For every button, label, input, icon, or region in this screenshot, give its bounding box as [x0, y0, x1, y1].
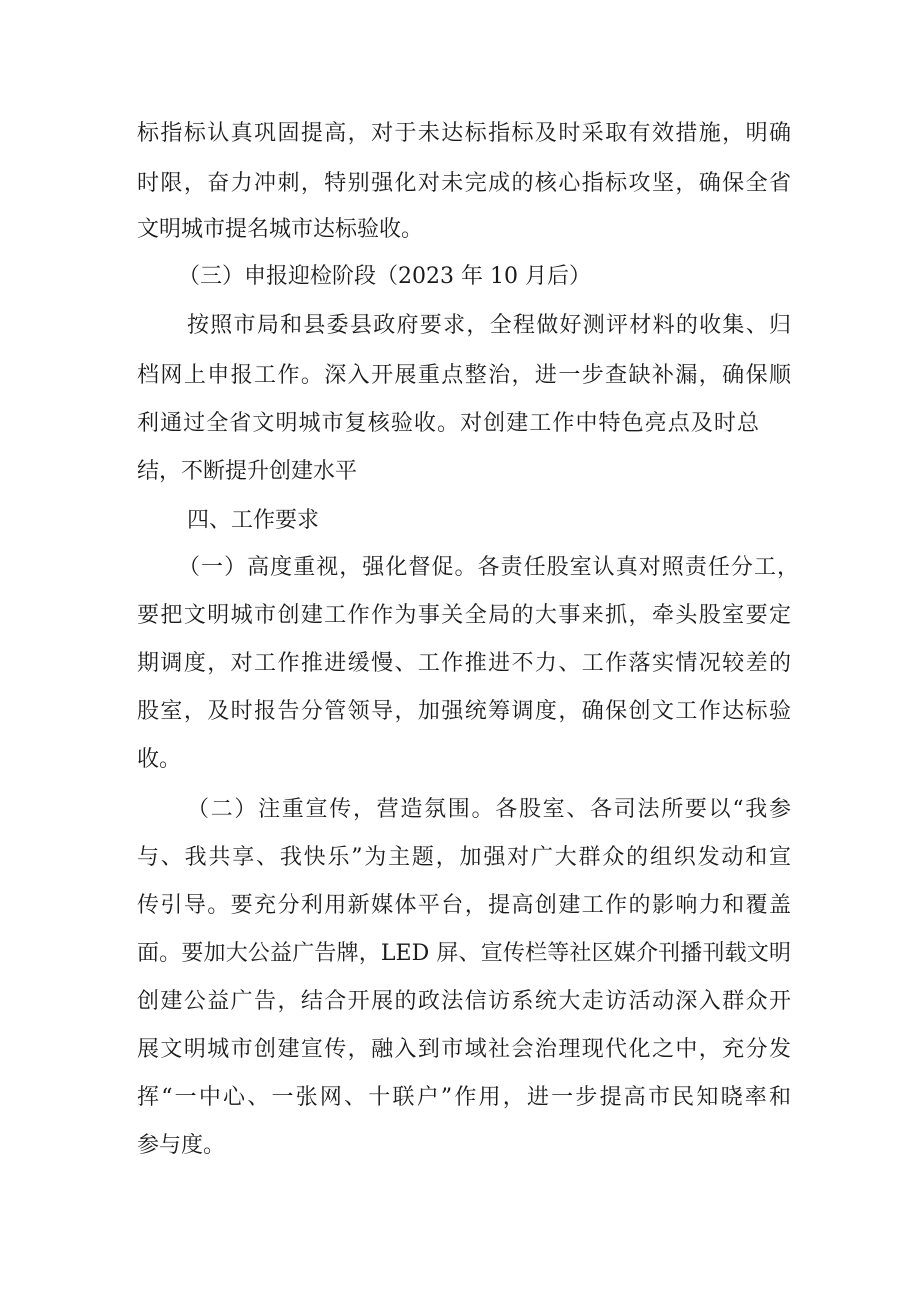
- text-line: [0, 306, 920, 346]
- text-line: [0, 1078, 920, 1118]
- line-text: 参与度。: [137, 1133, 226, 1158]
- line-text: 与、我共享、我快乐”为主题，加强对广大群众的组织发动和宣: [137, 845, 791, 870]
- line-text: 结，不断提升创建水平: [137, 459, 358, 484]
- text-line: [0, 1030, 920, 1070]
- text-line: [0, 404, 920, 444]
- text-line: [0, 114, 920, 154]
- text-line: [0, 210, 920, 250]
- text-line: [0, 452, 920, 492]
- line-text: 创建公益广告，结合开展的政法信访系统大走访活动深入群众开: [137, 989, 791, 1014]
- line-text: 时限，奋力冲刺，特别强化对未完成的核心指标攻坚，确保全省: [137, 171, 791, 196]
- line-text: （二）注重宣传，营造氛围。各股室、各司法所要以“我参: [187, 797, 791, 822]
- line-text: 四、工作要求: [187, 508, 320, 533]
- text-line: [0, 596, 920, 636]
- line-text: 标指标认真巩固提高，对于未达标指标及时采取有效措施，明确: [137, 121, 791, 146]
- line-text: （三）申报迎检阶段（2023 年 10 月后）: [178, 264, 591, 289]
- line-text: （一）高度重视，强化督促。各责任股室认真对照责任分工，: [178, 555, 799, 580]
- line-text: 按照市局和县委县政府要求，全程做好测评材料的收集、归: [187, 313, 791, 338]
- text-line: [0, 548, 920, 588]
- text-line: [0, 164, 920, 204]
- line-text: 期调度，对工作推进缓慢、工作推进不力、工作落实情况较差的: [137, 651, 791, 676]
- line-text: 文明城市提名城市达标验收。: [137, 217, 424, 242]
- line-text: 利通过全省文明城市复核验收。对创建工作中特色亮点及时总: [137, 411, 759, 436]
- text-line: [0, 886, 920, 926]
- text-line: [0, 790, 920, 830]
- text-line: [0, 692, 920, 732]
- text-line: [0, 838, 920, 878]
- line-text: 展文明城市创建宣传，融入到市域社会治理现代化之中，充分发: [137, 1037, 791, 1062]
- section-heading: [0, 257, 920, 297]
- text-line: [0, 356, 920, 396]
- line-text: 挥“一中心、一张网、十联户”作用，进一步提高市民知晓率和: [137, 1085, 791, 1110]
- line-text: 股室，及时报告分管领导，加强统筹调度，确保创文工作达标验: [137, 699, 791, 724]
- line-text: 面。要加大公益广告牌，LED 屏、宣传栏等社区媒介刊播刊载文明: [137, 941, 791, 966]
- text-line: [0, 982, 920, 1022]
- text-line: [0, 740, 920, 780]
- line-text: 要把文明城市创建工作作为事关全局的大事来抓，牵头股室要定: [137, 603, 791, 628]
- section-heading: [0, 501, 920, 541]
- text-line: [0, 934, 920, 974]
- text-line: [0, 644, 920, 684]
- text-line: [0, 1126, 920, 1166]
- line-text: 传引导。要充分利用新媒体平台，提高创建工作的影响力和覆盖: [137, 893, 791, 918]
- line-text: 档网上申报工作。深入开展重点整治，进一步查缺补漏，确保顺: [137, 363, 791, 388]
- line-text: 收。: [137, 747, 182, 772]
